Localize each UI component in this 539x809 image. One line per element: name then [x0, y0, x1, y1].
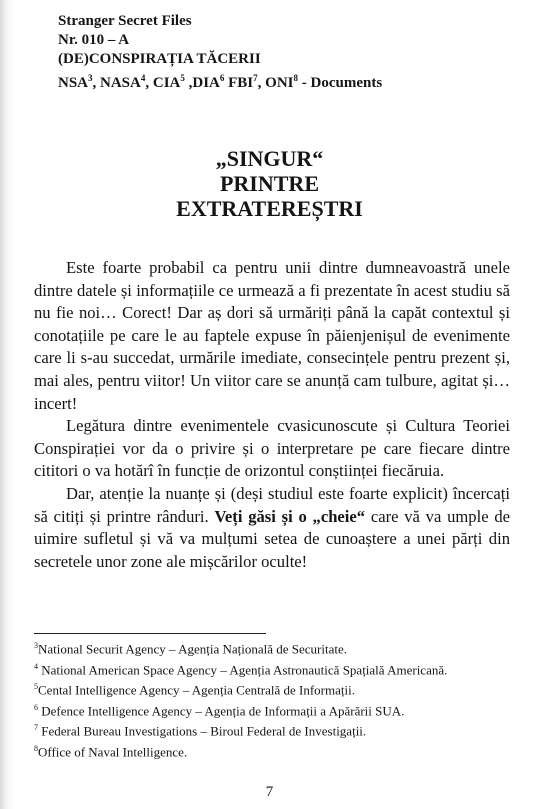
agency-separator: ,: [184, 75, 193, 91]
agency-separator: ,: [145, 75, 153, 91]
series-title: Stranger Secret Files: [58, 13, 192, 29]
emphasis-text: Veți găsi și o „cheie“: [214, 506, 366, 526]
chapter-title: [0, 146, 539, 221]
footnote-ref: 3: [88, 73, 93, 83]
footnote-text: Office of Naval Intelligence.: [38, 743, 188, 759]
body-text: [34, 257, 510, 573]
footnote-ref: 7: [253, 73, 258, 83]
footnote-text: National American Space Agency – Agenția Astronautică Spațială Americană.: [38, 661, 448, 677]
footnote-text: National Securit Agency – Agenția Națională de Securitate.: [38, 641, 348, 657]
footnote-number: 5: [34, 682, 38, 692]
footnote: [34, 678, 510, 699]
footnote: [34, 637, 510, 658]
agency-name: NSA: [58, 75, 89, 91]
paragraph-text: care vă va umple de uimire sufletul și vă va mulțumi setea de cunoaștere a unei părți din secretele unor zone ale mișcărilor oculte!: [34, 506, 511, 571]
chapter-title-line: EXTRATEREȘTRI: [176, 196, 363, 221]
page-header: [58, 12, 382, 93]
paragraph: Este foarte probabil ca pentru unii dintre dumneavoastră unele dintre datele și informațiile ce urmează a fi prezentate în acest studiu să nu fie noi… Corect! Dar aș dori să urmăriți până la capăt contextul și conotațiile pe care le au faptele expuse în păienjenișul de evenimente care li s-au succedat, urmările imediate, consecințele pentru prezent și, mai ales, pentru viitor! Un viitor care se anunță cam tulbure, agitat și… incert!: [34, 258, 510, 413]
agency-name: FBI: [228, 75, 254, 91]
chapter-title-line: PRINTRE: [219, 171, 319, 196]
footnote-ref: 6: [219, 73, 225, 83]
agency-name: CIA: [152, 75, 181, 91]
issue-number: Nr. 010 – A: [58, 32, 130, 48]
footnotes: [34, 637, 510, 760]
footnote-text: Federal Bureau Investigations – Biroul Federal de Investigații.: [38, 723, 367, 739]
footnote-number: 8: [34, 743, 38, 753]
footnote-ref: 5: [180, 73, 185, 83]
chapter-title-line: „SINGUR“: [215, 146, 324, 171]
agency-separator: ,: [92, 75, 101, 91]
footnote-number: 4: [34, 661, 38, 671]
footnote-number: 6: [34, 702, 38, 712]
footnote-text: Cental Intelligence Agency – Agenția Centrală de Informații.: [38, 682, 355, 698]
paragraph: [34, 483, 510, 573]
footnote-text: Defence Intelligence Agency – Agenția de Informații a Apărării SUA.: [38, 702, 405, 718]
footnote-ref: 8: [293, 73, 298, 83]
footnote: [34, 719, 510, 740]
footnote: [34, 740, 510, 761]
paragraph-text: Dar, atenție la nuanțe și (deși studiul este foarte explicit) încercați să citiți și printre rânduri.: [34, 483, 510, 526]
agency-separator: - Documents: [298, 75, 383, 91]
footnote: [34, 658, 510, 679]
paragraph: Legătura dintre evenimentele cvasicunoscute și Cultura Teoriei Conspirației vor da o privire și o interpretare pe care fiecare dintre cititori o va hotărî în funcție de orizontul conștiinței fiecăruia.: [34, 416, 510, 481]
footnote-number: 7: [34, 723, 38, 733]
footnote-divider: [34, 633, 266, 634]
footnote: [34, 699, 510, 720]
agency-name: ONI: [265, 75, 294, 91]
agency-list: [58, 69, 382, 93]
agency-name: NASA: [100, 75, 141, 91]
footnote-number: 3: [34, 641, 38, 650]
page-number: 7: [265, 784, 274, 800]
agency-separator: ,: [257, 75, 266, 91]
footnote-ref: 4: [140, 73, 146, 83]
agency-name: DIA: [192, 75, 220, 91]
book-title: (DE)CONSPIRAȚIA TĂCERII: [58, 51, 261, 67]
